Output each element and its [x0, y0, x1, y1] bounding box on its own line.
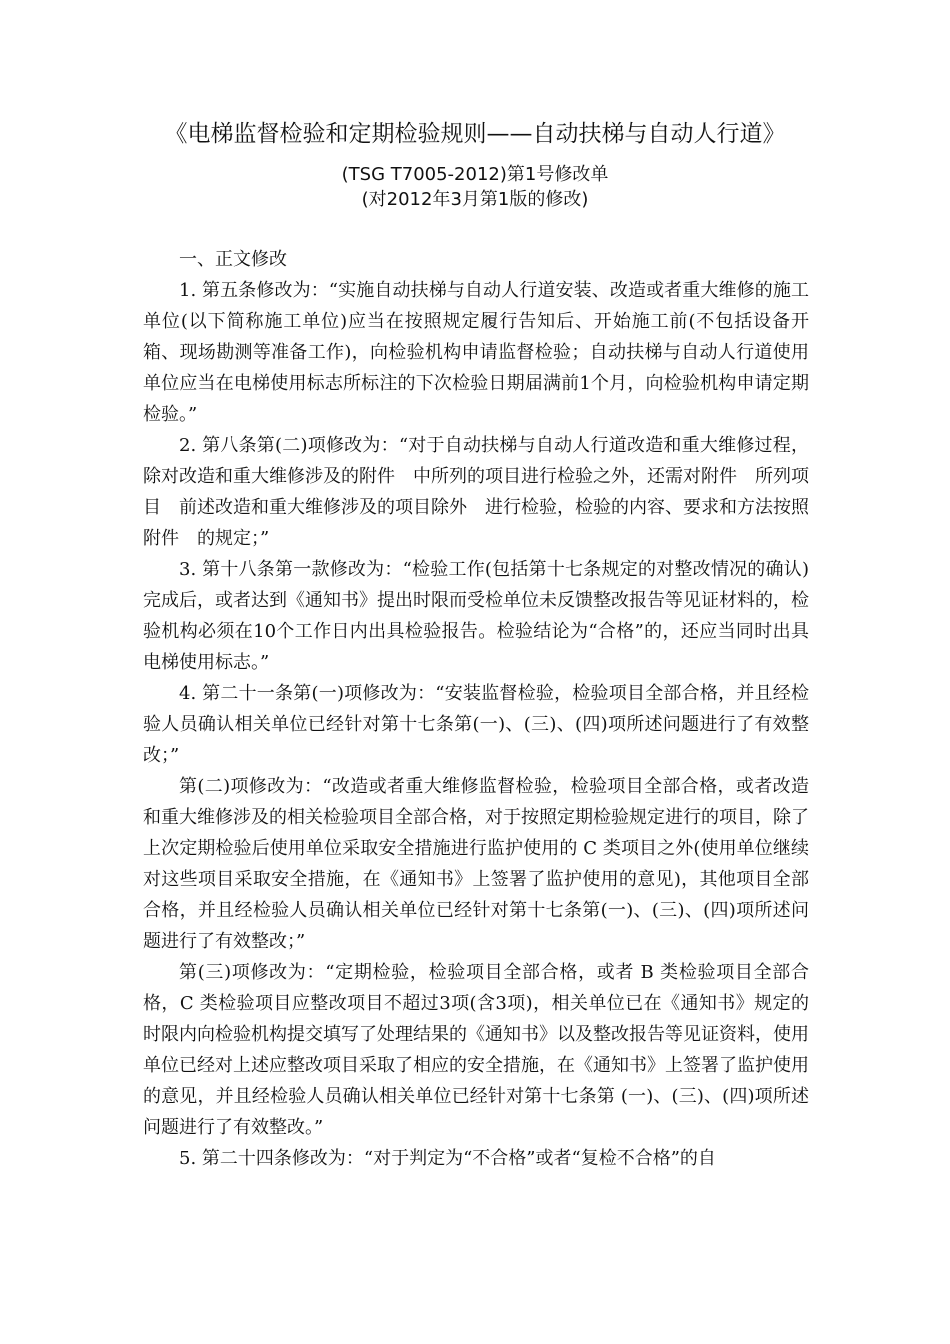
- section-heading: 一、正文修改: [179, 249, 287, 270]
- paragraph-article-21-item-1: 4. 第二十一条第(一)项修改为：“安装监督检验，检验项目全部合格，并且经检验人员确认相关单位已经针对第十七条第(一)、(三)、(四)项所述问题进行了有效整改；”: [143, 683, 809, 766]
- paragraph-article-18: 3. 第十八条第一款修改为：“检验工作(包括第十七条规定的对整改情况的确认)完成后，或者达到《通知书》提出时限而受检单位未反馈整改报告等见证材料的，检验机构必须在10个工作日内出具检验报告。检验结论为“合格”的，还应当同时出具电梯使用标志。”: [143, 559, 809, 673]
- paragraph-article-24: 5. 第二十四条修改为：“对于判定为“不合格”或者“复检不合格”的自: [179, 1148, 716, 1169]
- document-subtitle-edition: (对2012年3月第1版的修改): [361, 189, 589, 210]
- paragraph-article-8: 2. 第八条第(二)项修改为：“对于自动扶梯与自动人行道改造和重大维修过程，除对改造和重大维修涉及的附件 中所列的项目进行检验之外，还需对附件 所列项目 前述改造和重大维修涉及的项目除外 进行检验，检验的内容、要求和方法按照附件 的规定；”: [143, 435, 809, 549]
- paragraph-article-5: 1. 第五条修改为：“实施自动扶梯与自动人行道安装、改造或者重大维修的施工单位(以下简称施工单位)应当在按照规定履行告知后、开始施工前(不包括设备开箱、现场勘测等准备工作)，向检验机构申请监督检验；自动扶梯与自动人行道使用单位应当在电梯使用标志所标注的下次检验日期届满前1个月，向检验机构申请定期检验。”: [143, 280, 809, 425]
- document-title: 《电梯监督检验和定期检验规则——自动扶梯与自动人行道》: [164, 121, 786, 147]
- paragraph-article-21-item-3: 第(三)项修改为：“定期检验，检验项目全部合格，或者 B 类检验项目全部合格，C 类检验项目应整改项目不超过3项(含3项)，相关单位已在《通知书》规定的时限内向检验机构提交填写了处理结果的《通知书》以及整改报告等见证资料，使用单位已经对上述应整改项目采取了相应的安全措施，在《通知书》上签署了监护使用的意见，并且经检验人员确认相关单位已经针对第十七条第 (一)、(三)、(四)项所述问题进行了有效整改。”: [143, 962, 809, 1138]
- paragraph-article-21-item-2: 第(二)项修改为：“改造或者重大维修监督检验，检验项目全部合格，或者改造和重大维修涉及的相关检验项目全部合格，对于按照定期检验规定进行的项目，除了上次定期检验后使用单位采取安全措施进行监护使用的 C 类项目之外(使用单位继续对这些项目采取安全措施，在《通知书》上签署了监护使用的意见)，其他项目全部合格，并且经检验人员确认相关单位已经针对第十七条第(一)、(三)、(四)项所述问题进行了有效整改；”: [143, 776, 809, 952]
- document-body: [143, 244, 809, 1174]
- document-subtitle-code: (TSG T7005-2012)第1号修改单: [341, 164, 609, 185]
